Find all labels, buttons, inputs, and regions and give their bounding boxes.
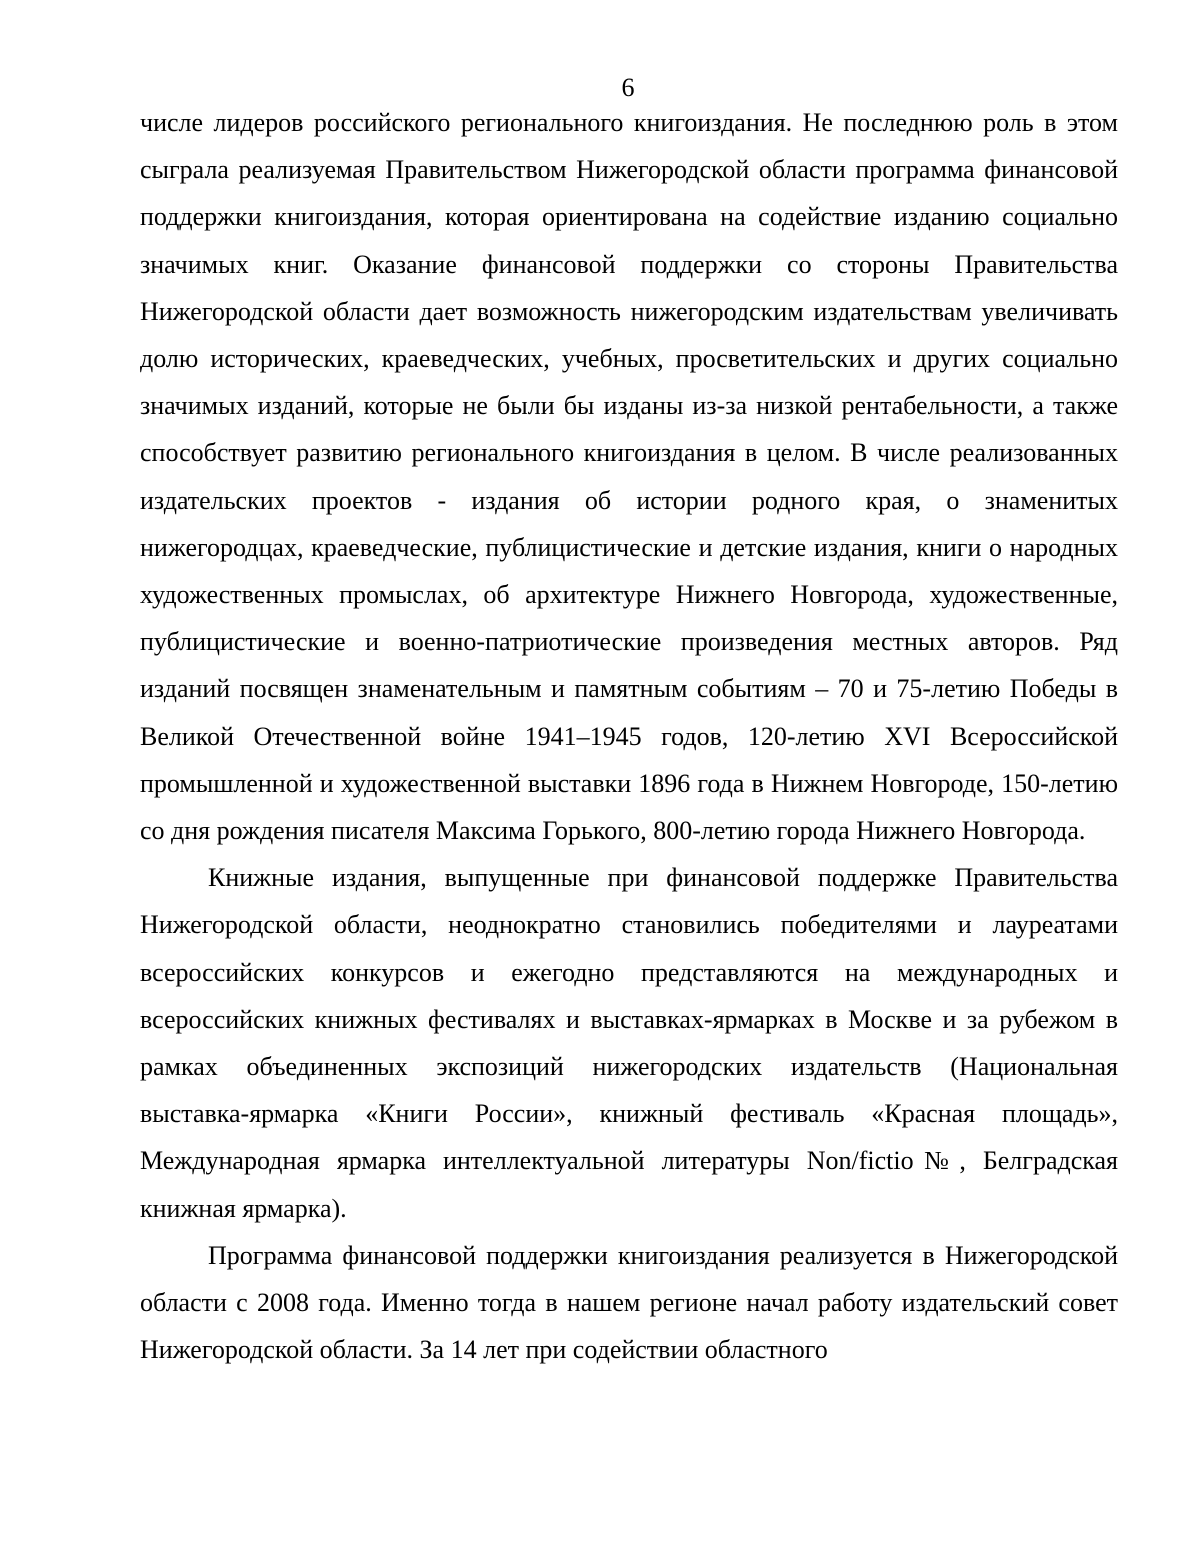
document-body <box>140 99 1118 1373</box>
paragraph-continuation: числе лидеров российского регионального книгоиздания. Не последнюю роль в этом сыграла реализуемая Правительством Нижегородской области программа финансовой поддержки книгоиздания, которая ориентирована на содействие изданию социально значимых книг. Оказание финансовой поддержки со стороны Правительства Нижегородской области дает возможность нижегородским издательствам увеличивать долю исторических, краеведческих, учебных, просветительских и других социально значимых изданий, которые не были бы изданы из-за низкой рентабельности, а также способствует развитию регионального книгоиздания в целом. В числе реализованных издательских проектов - издания об истории родного края, о знаменитых нижегородцах, краеведческие, публицистические и детские издания, книги о народных художественных промыслах, об архитектуре Нижнего Новгорода, художественные, публицистические и военно-патриотические произведения местных авторов. Ряд изданий посвящен знаменательным и памятным событиям – 70 и 75-летию Победы в Великой Отечественной войне 1941–1945 годов, 120-летию XVI Всероссийской промышленной и художественной выставки 1896 года в Нижнем Новгороде, 150-летию со дня рождения писателя Максима Горького, 800-летию города Нижнего Новгорода. <box>140 108 1118 846</box>
paragraph-support-program: Программа финансовой поддержки книгоиздания реализуется в Нижегородской области с 2008 года. Именно тогда в нашем регионе начал работу издательский совет Нижегородской области. За 14 лет при содействии областного <box>140 1240 1118 1365</box>
paragraph-book-awards: Книжные издания, выпущенные при финансовой поддержке Правительства Нижегородской области, неоднократно становились победителями и лауреатами всероссийских конкурсов и ежегодно представляются на международных и всероссийских книжных фестивалях и выставках-ярмарках в Москве и за рубежом в рамках объединенных экспозиций нижегородских издательств (Национальная выставка-ярмарка «Книги России», книжный фестиваль «Красная площадь», Международная ярмарка интеллектуальной литературы Non/fictio№, Белградская книжная ярмарка). <box>140 863 1118 1223</box>
page-number: 6 <box>621 73 635 102</box>
